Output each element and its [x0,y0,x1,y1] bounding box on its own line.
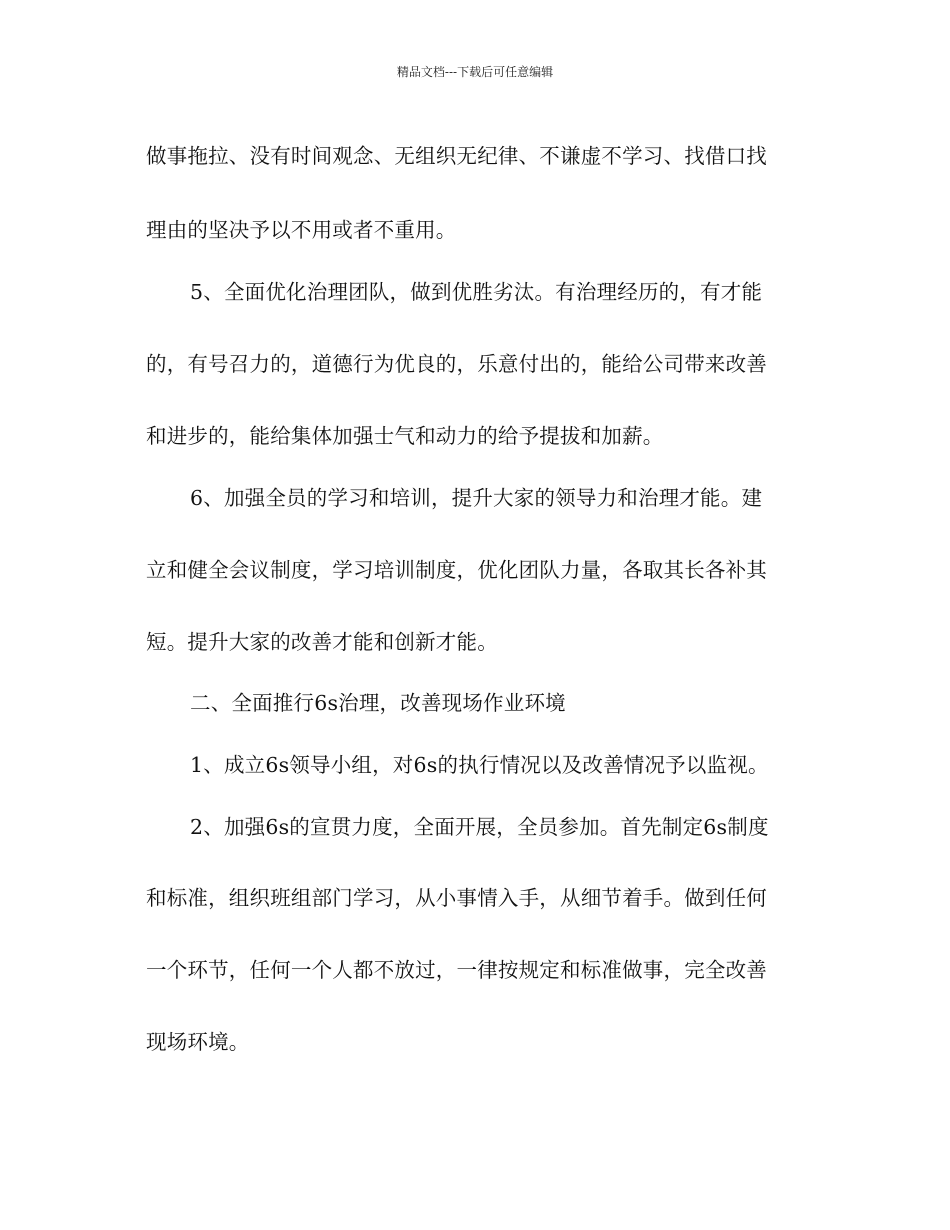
paragraph-line: 和标准，组织班组部门学习，从小事情入手，从细节着手。做到任何 [146,886,767,910]
paragraph-line: 2、加强6s的宣贯力度，全面开展，全员参加。首先制定6s制度 [190,815,769,839]
paragraph-line: 短。提升大家的改善才能和创新才能。 [146,630,498,654]
paragraph-line: 做事拖拉、没有时间观念、无组织无纪律、不谦虚不学习、找借口找 [146,144,767,168]
paragraph-line: 和进步的，能给集体加强士气和动力的给予提拔和加薪。 [146,424,664,448]
paragraph-line: 6、加强全员的学习和培训，提升大家的领导力和治理才能。建 [190,486,763,510]
paragraph-line: 理由的坚决予以不用或者不重用。 [146,218,457,242]
page-header: 精品文档---下载后可任意编辑 [396,65,554,79]
paragraph-line: 立和健全会议制度，学习培训制度，优化团队力量，各取其长各补其 [146,558,767,582]
paragraph-line: 现场环境。 [146,1030,250,1054]
paragraph-line: 一个环节，任何一个人都不放过，一律按规定和标准做事，完全改善 [146,958,767,982]
paragraph-line: 5、全面优化治理团队，做到优胜劣汰。有治理经历的，有才能 [190,280,763,304]
section-heading: 二、全面推行6s治理，改善现场作业环境 [190,691,566,715]
paragraph-line: 1、成立6s领导小组，对6s的执行情况以及改善情况予以监视。 [190,753,769,777]
paragraph-line: 的，有号召力的，道德行为优良的，乐意付出的，能给公司带来改善 [146,352,767,376]
